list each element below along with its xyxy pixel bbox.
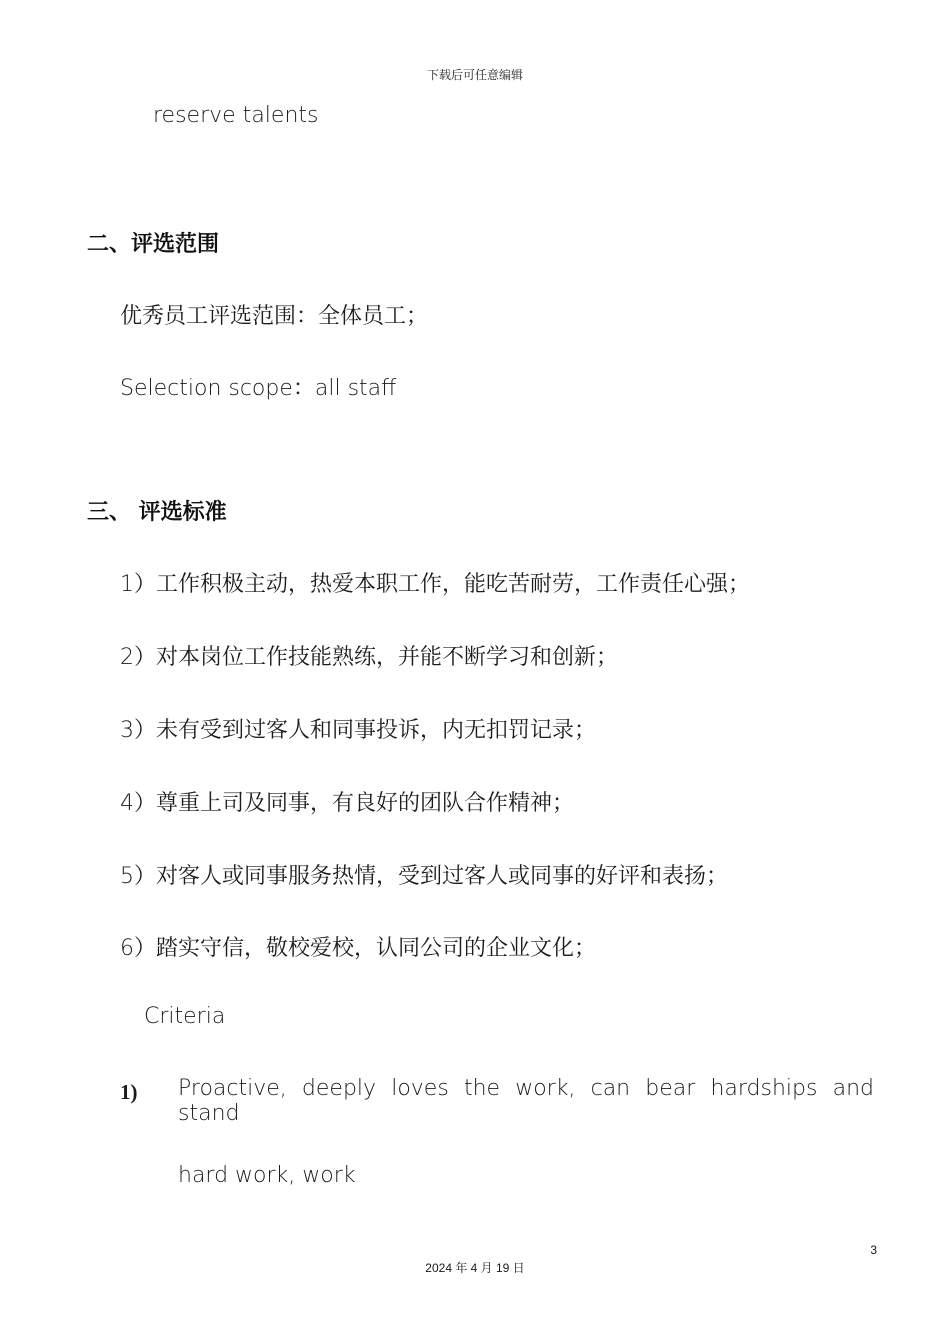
criteria-en-number-1: 1) <box>120 1080 138 1104</box>
criteria-item-3: 3）未有受到过客人和同事投诉，内无扣罚记录； <box>120 718 596 743</box>
criteria-item-5: 5）对客人或同事服务热情，受到过客人或同事的好评和表扬； <box>120 864 728 889</box>
criteria-item-6: 6）踏实守信，敬校爱校，认同公司的企业文化； <box>120 936 596 961</box>
criteria-en-item-1-line-1: Proactive, deeply loves the work, can bear hardships and stand <box>178 1076 874 1126</box>
criteria-item-2: 2）对本岗位工作技能熟练，并能不断学习和创新； <box>120 645 618 670</box>
criteria-label: Criteria <box>144 1004 226 1029</box>
section-2-heading: 二、评选范围 <box>87 232 220 257</box>
criteria-en-item-1-line-2: hard work, work <box>178 1163 356 1188</box>
page-header: 下载后可任意编辑 <box>426 68 523 82</box>
section-2-cn-text: 优秀员工评选范围：全体员工； <box>120 304 429 329</box>
reserve-talents-line: reserve talents <box>153 103 319 128</box>
criteria-item-4: 4）尊重上司及同事，有良好的团队合作精神； <box>120 791 574 816</box>
section-3-heading: 三、 评选标准 <box>87 500 227 525</box>
page-number: 3 <box>870 1243 877 1257</box>
criteria-item-1: 1）工作积极主动，热爱本职工作，能吃苦耐劳，工作责任心强； <box>120 572 750 597</box>
section-2-en-text: Selection scope：all staff <box>120 376 397 401</box>
page-footer-date: 2024 年 4 月 19 日 <box>425 1261 525 1275</box>
